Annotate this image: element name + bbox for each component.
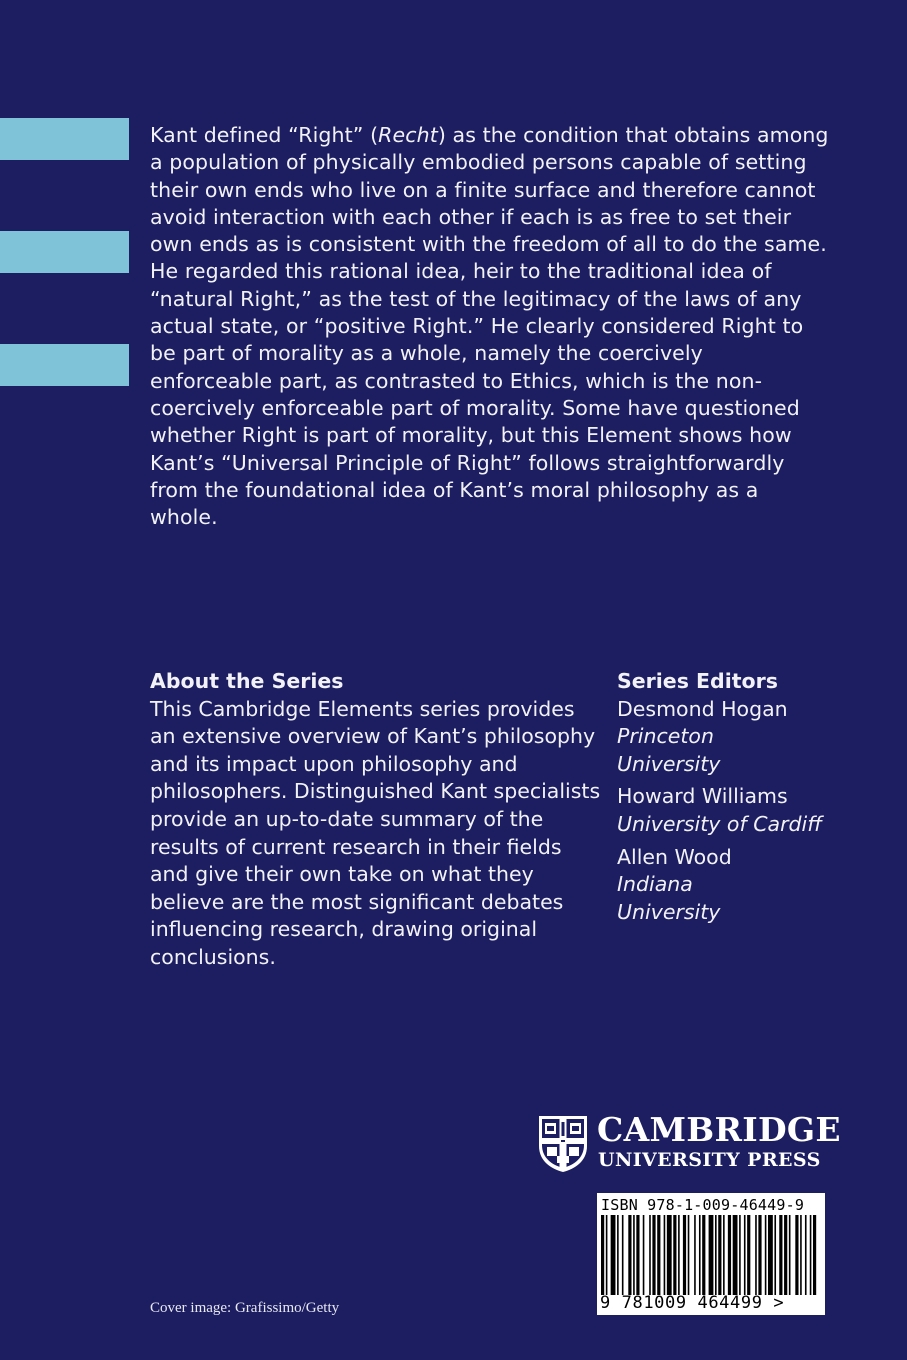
barcode-bar — [688, 1215, 690, 1295]
barcode-bar — [723, 1215, 725, 1295]
barcode-bar — [747, 1215, 750, 1295]
barcode-bar — [606, 1215, 608, 1295]
barcode-bar — [789, 1215, 791, 1295]
barcode-bar — [694, 1215, 696, 1295]
barcode-bar — [633, 1215, 635, 1295]
about-heading: About the Series — [150, 669, 344, 693]
barcode-bar — [622, 1215, 624, 1295]
editor-affiliation: Princeton — [617, 724, 714, 749]
barcode-bar — [739, 1215, 741, 1295]
barcode-bar — [805, 1215, 807, 1295]
barcode-bar — [768, 1215, 773, 1295]
editor-affiliation: University — [617, 751, 721, 776]
publisher-subname: UNIVERSITY PRESS — [598, 1149, 821, 1171]
description-text: Kant defined “Right” ( — [150, 123, 379, 147]
barcode-bar — [667, 1215, 672, 1295]
barcode-bar — [617, 1215, 619, 1295]
about-text: This Cambridge Elements series provides an extensive overview of Kant’s philosophy and its impact upon philosophy and philosophers. Distinguished Kant specialists provide an up-to-date summary of the results of current research in their fields and give their own take on what they believe are the most significant debates influencing research, drawing original conclusions. — [150, 696, 601, 969]
barcode-bar — [795, 1215, 798, 1295]
book-description — [150, 122, 830, 531]
isbn-barcode — [597, 1193, 825, 1315]
barcode-bar — [702, 1215, 705, 1295]
barcode-bar — [664, 1215, 666, 1295]
barcode-bar — [657, 1215, 660, 1295]
editor-affiliation: Indiana — [617, 872, 693, 897]
editor-name: Allen Wood — [617, 844, 732, 869]
barcode-bar — [643, 1215, 645, 1295]
barcode-bar — [774, 1215, 776, 1295]
editor-entry — [617, 844, 857, 927]
editor-affiliation: University of Cardiff — [617, 811, 823, 836]
barcode-bar — [779, 1215, 782, 1295]
barcode-bar — [755, 1215, 757, 1295]
editor-affiliation: University — [617, 899, 721, 924]
editor-name: Desmond Hogan — [617, 696, 788, 721]
barcode-bar — [800, 1215, 802, 1295]
barcode-bars — [601, 1215, 821, 1295]
barcode-bar — [718, 1215, 721, 1295]
barcode-bar — [813, 1215, 816, 1295]
barcode-bar — [715, 1215, 717, 1295]
barcode-bar — [699, 1215, 701, 1295]
barcode-bar — [784, 1215, 787, 1295]
series-editors — [617, 668, 857, 931]
about-the-series — [150, 668, 605, 972]
barcode-bar — [611, 1215, 616, 1295]
editor-entry — [617, 696, 857, 779]
barcode-bar — [652, 1215, 655, 1295]
barcode-bar — [733, 1215, 738, 1295]
publisher-logo — [537, 1110, 841, 1176]
barcode-bar — [810, 1215, 812, 1295]
accent-bar — [0, 344, 129, 386]
barcode-bar — [673, 1215, 676, 1295]
barcode-bar — [744, 1215, 746, 1295]
barcode-bar — [636, 1215, 639, 1295]
barcode-bar — [683, 1215, 686, 1295]
barcode-bar — [649, 1215, 651, 1295]
barcode-bar — [765, 1215, 767, 1295]
editor-name: Howard Williams — [617, 784, 788, 809]
accent-bar — [0, 118, 129, 160]
editor-entry — [617, 783, 857, 838]
barcode-bar — [601, 1215, 604, 1295]
isbn-number: ISBN 978-1-009-46449-9 — [601, 1196, 805, 1214]
editors-heading: Series Editors — [617, 669, 778, 693]
barcode-bar — [628, 1215, 631, 1295]
description-italic-term: Recht — [378, 123, 438, 147]
barcode-bar — [758, 1215, 761, 1295]
barcode-bar — [678, 1215, 680, 1295]
barcode-bar — [728, 1215, 731, 1295]
publisher-name: CAMBRIDGE — [597, 1110, 841, 1149]
description-text: ) as the condition that obtains among a population of physically embodied persons capable of setting their own ends who live on a finite surface and therefore cannot avoid interaction with each other if each is as free to set their own ends as is consistent with the freedom of all to do the same. He regarded this rational idea, heir to the traditional idea of “natural Right,” as the test of the legitimacy of the laws of any actual state, or “positive Right.” He clearly considered Right to be part of morality as a whole, namely the coercively enforceable part, as contrasted to Ethics, which is the non-coercively enforceable part of morality. Some have questioned whether Right is part of morality, but this Element shows how Kant’s “Universal Principle of Right” follows straightforwardly from the foundational idea of Kant’s moral philosophy as a whole. — [150, 123, 829, 530]
cover-image-credit: Cover image: Grafissimo/Getty — [150, 1300, 340, 1316]
accent-bar — [0, 231, 129, 273]
ean-digits: 9 781009 464499 > — [600, 1293, 785, 1313]
university-crest-icon — [537, 1114, 589, 1174]
barcode-bar — [709, 1215, 714, 1295]
